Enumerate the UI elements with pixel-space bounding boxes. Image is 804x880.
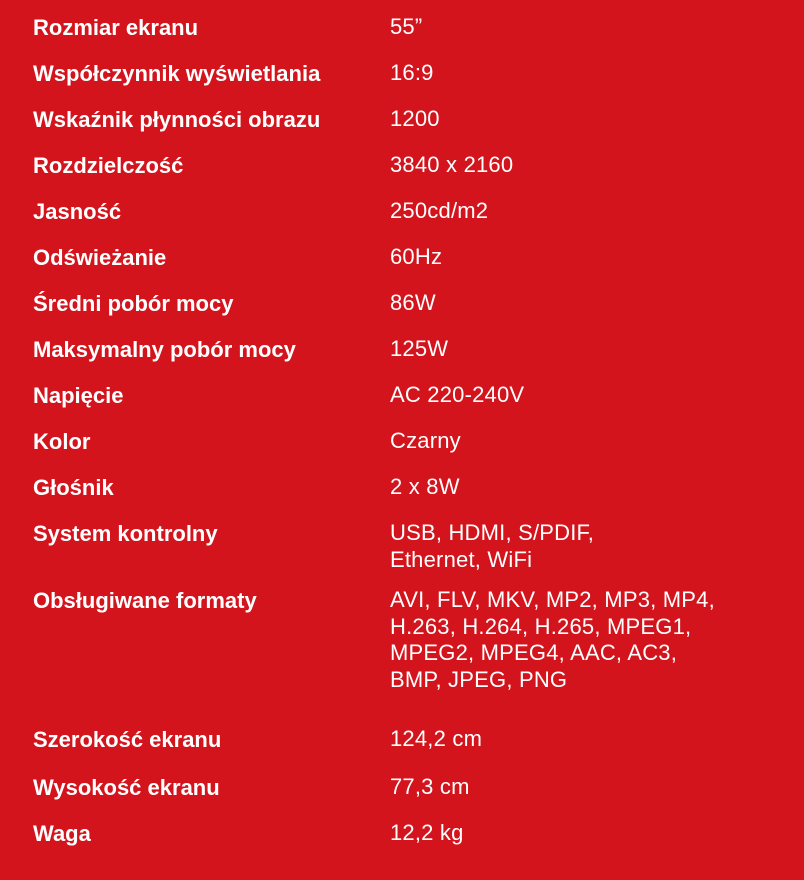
spec-label: Obsługiwane formaty [33,588,257,613]
spec-label: Rozdzielczość [33,153,184,178]
spec-label: Jasność [33,199,122,224]
spec-value: 1200 [390,106,440,131]
spec-label: Odświeżanie [33,245,167,270]
spec-label: Kolor [33,429,91,454]
spec-value: 86W [390,290,436,315]
spec-label: System kontrolny [33,521,218,546]
spec-value: 125W [390,336,449,361]
spec-label: Waga [33,821,91,846]
spec-value: 55” [390,14,423,39]
spec-value: Czarny [390,428,461,453]
spec-value: AVI, FLV, MKV, MP2, MP3, MP4, H.263, H.264, H.265, MPEG1, MPEG2, MPEG4, AAC, AC3, BMP, JPEG, PNG [390,587,715,692]
spec-value: 60Hz [390,244,443,269]
spec-value: 77,3 cm [390,774,470,799]
spec-value: 2 x 8W [390,474,460,499]
spec-label: Średni pobór mocy [33,291,234,316]
spec-value: 16:9 [390,60,434,85]
spec-label: Wysokość ekranu [33,775,220,800]
spec-label: Głośnik [33,475,114,500]
spec-label: Współczynnik wyświetlania [33,61,321,86]
spec-value: 3840 x 2160 [390,152,514,177]
spec-label: Rozmiar ekranu [33,15,199,40]
spec-value: 12,2 kg [390,820,464,845]
spec-label: Napięcie [33,383,124,408]
spec-label: Maksymalny pobór mocy [33,337,296,362]
spec-label: Szerokość ekranu [33,727,222,752]
spec-value: USB, HDMI, S/PDIF, Ethernet, WiFi [390,520,595,572]
spec-value: 124,2 cm [390,726,483,751]
spec-value: AC 220-240V [390,382,525,407]
spec-value: 250cd/m2 [390,198,489,223]
spec-label: Wskaźnik płynności obrazu [33,107,321,132]
